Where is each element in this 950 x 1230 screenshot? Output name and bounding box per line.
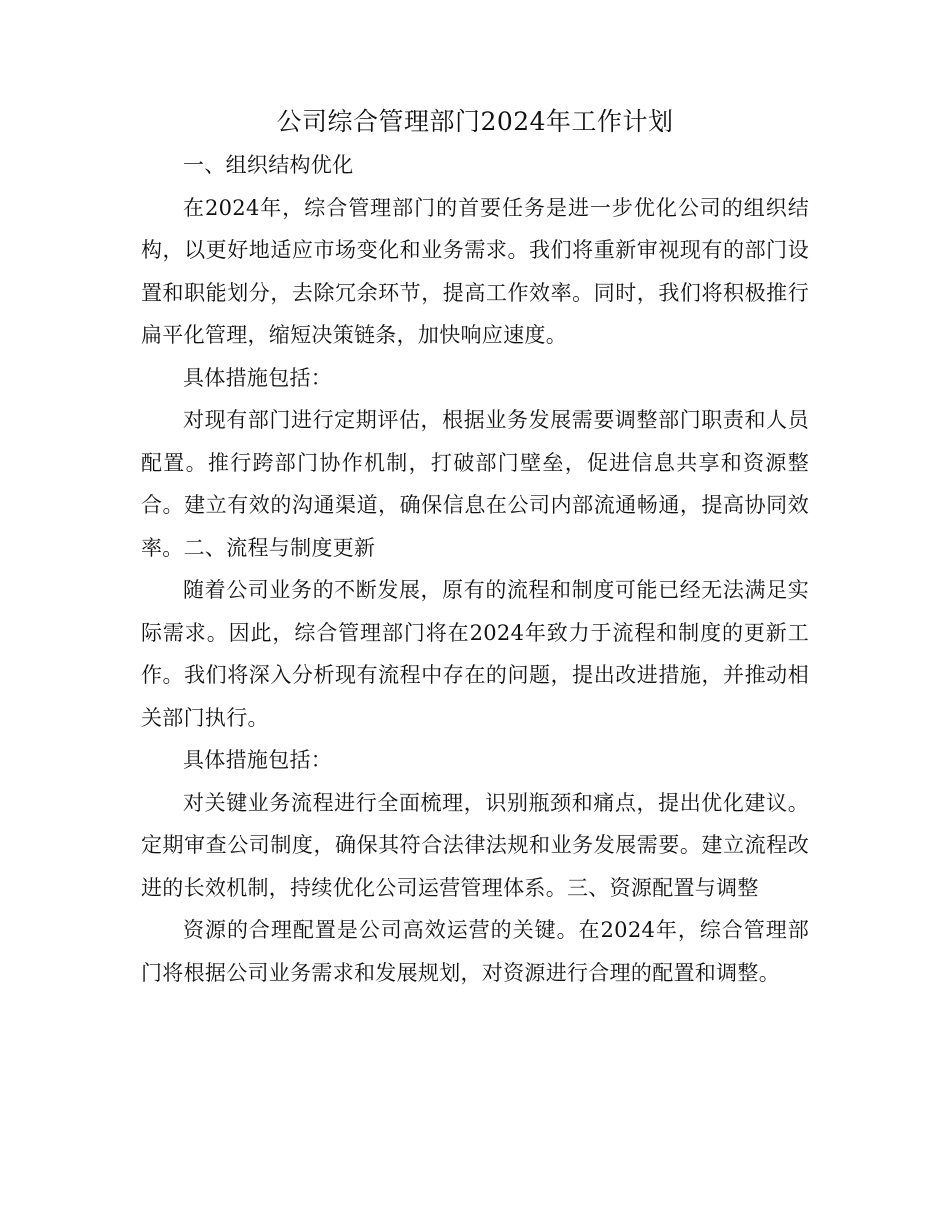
paragraph-measures-2: 对关键业务流程进行全面梳理，识别瓶颈和痛点，提出优化建议。定期审查公司制度，确保其符合法律法规和业务发展需要。建立流程改进的长效机制，持续优化公司运营管理体系。三、资源配置与调整 [141,790,809,900]
paragraph-resource-allocation: 资源的合理配置是公司高效运营的关键。在2024年，综合管理部门将根据公司业务需求和发展规划，对资源进行合理的配置和调整。 [141,918,809,985]
measures-heading-1: 具体措施包括： [183,365,333,390]
document-title: 公司综合管理部门2024年工作计划 [276,107,674,136]
paragraph-measures-1: 对现有部门进行定期评估，根据业务发展需要调整部门职责和人员配置。推行跨部门协作机制，打破部门壁垒，促进信息共享和资源整合。建立有效的沟通渠道，确保信息在公司内部流通畅通，提高协同效率。二、流程与制度更新 [141,408,809,560]
measures-heading-2: 具体措施包括： [183,748,333,772]
document-body [141,104,809,994]
section-heading-org-structure: 一、组织结构优化 [183,153,354,177]
paragraph-process-update: 随着公司业务的不断发展，原有的流程和制度可能已经无法满足实际需求。因此，综合管理部门将在2024年致力于流程和制度的更新工作。我们将深入分析现有流程中存在的问题，提出改进措施，并推动相关部门执行。 [141,578,809,730]
paragraph-org-structure: 在2024年，综合管理部门的首要任务是进一步优化公司的组织结构，以更好地适应市场变化和业务需求。我们将重新审视现有的部门设置和职能划分，去除冗余环节，提高工作效率。同时，我们将积极推行扁平化管理，缩短决策链条，加快响应速度。 [141,195,809,347]
